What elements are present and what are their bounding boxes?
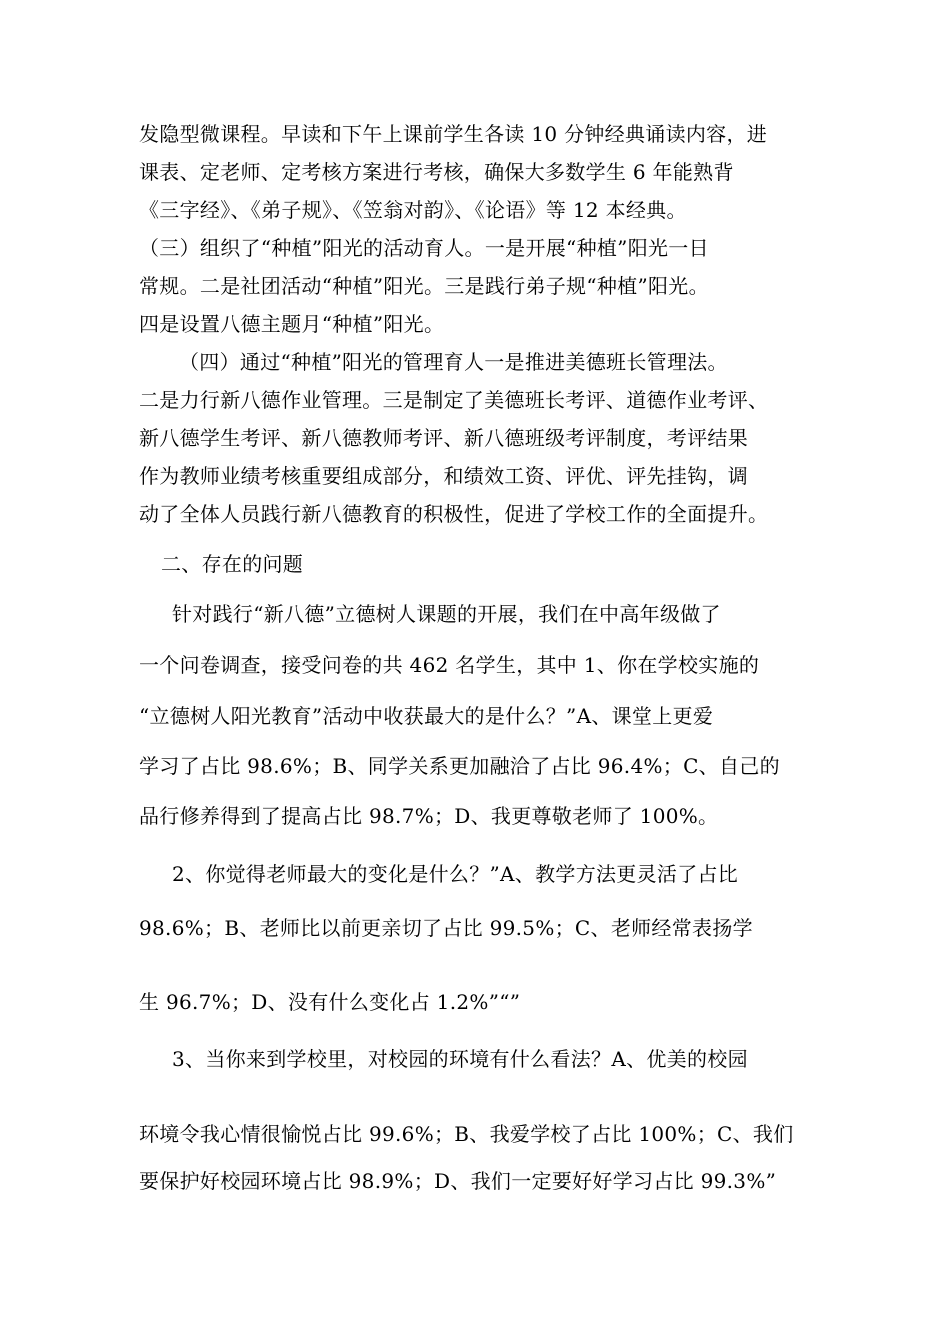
text-line: 一个问卷调查，接受问卷的共 462 名学生，其中 1、你在学校实施的 <box>139 653 760 677</box>
text-line: 环境令我心情很愉悦占比 99.6%；B、我爱学校了占比 100%；C、我们 <box>139 1122 794 1146</box>
text-line: 3、当你来到学校里，对校园的环境有什么看法？A、优美的校园 <box>172 1047 748 1071</box>
text-line: 针对践行“新八德”立德树人课题的开展，我们在中高年级做了 <box>172 602 721 626</box>
text-line: 发隐型微课程。早读和下午上课前学生各读 10 分钟经典诵读内容，进 <box>139 122 768 146</box>
text-line: 要保护好校园环境占比 98.9%；D、我们一定要好好学习占比 99.3%” <box>139 1169 777 1193</box>
text-line: （三）组织了“种植”阳光的活动育人。一是开展“种植”阳光一日 <box>139 236 709 260</box>
text-line: 生 96.7%；D、没有什么变化占 1.2%”“” <box>139 990 521 1014</box>
text-line: 98.6%；B、老师比以前更亲切了占比 99.5%；C、老师经常表扬学 <box>139 916 753 940</box>
text-line: 《三字经》、《弟子规》、《笠翁对韵》、《论语》等 12 本经典。 <box>139 198 687 222</box>
text-line: 四是设置八德主题月“种植”阳光。 <box>139 312 445 336</box>
text-line: （四）通过“种植”阳光的管理育人一是推进美德班长管理法。 <box>179 350 728 374</box>
text-line: 品行修养得到了提高占比 98.7%；D、我更尊敬老师了 100%。 <box>139 804 719 828</box>
text-line: 作为教师业绩考核重要组成部分，和绩效工资、评优、评先挂钩，调 <box>139 464 748 488</box>
text-line: 学习了占比 98.6%；B、同学关系更加融洽了占比 96.4%；C、自己的 <box>139 754 780 778</box>
text-line: 常规。二是社团活动“种植”阳光。三是践行弟子规“种植”阳光。 <box>139 274 709 298</box>
text-line: 新八德学生考评、新八德教师考评、新八德班级考评制度，考评结果 <box>139 426 748 450</box>
section-heading: 二、存在的问题 <box>161 552 304 576</box>
text-line: 动了全体人员践行新八德教育的积极性，促进了学校工作的全面提升。 <box>139 502 769 526</box>
text-line: “立德树人阳光教育”活动中收获最大的是什么？”A、课堂上更爱 <box>139 704 714 728</box>
text-line: 课表、定老师、定考核方案进行考核，确保大多数学生 6 年能熟背 <box>139 160 734 184</box>
text-line: 二是力行新八德作业管理。三是制定了美德班长考评、道德作业考评、 <box>139 388 769 412</box>
text-line: 2、你觉得老师最大的变化是什么？”A、教学方法更灵活了占比 <box>172 862 739 886</box>
